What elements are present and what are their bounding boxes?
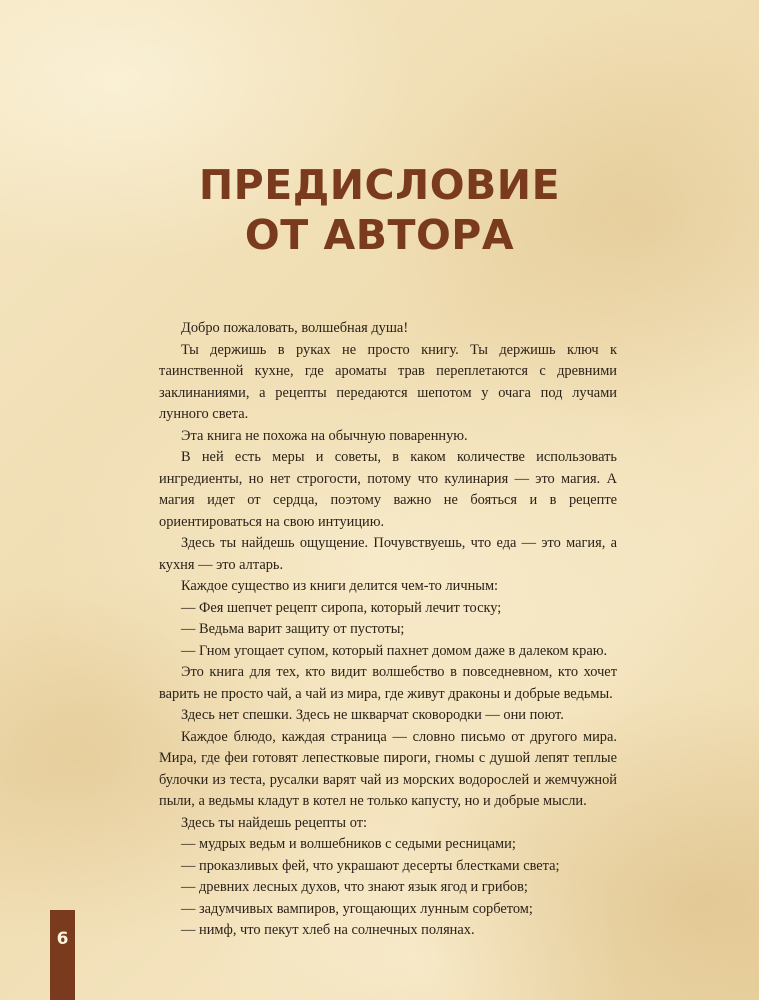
list-item: — проказливых фей, что украшают десерты блестками света; — [181, 857, 560, 874]
paragraph: Ты держишь в руках не просто книгу. Ты держишь ключ к таинственной кухне, где ароматы трав переплетаются с древними заклинаниями, а рецепты передаются шепотом у очага под лучами лунного света. — [159, 341, 617, 422]
paragraph: Здесь ты найдешь рецепты от: — [181, 814, 367, 831]
title-line-1: ПРЕДИСЛОВИЕ — [198, 161, 561, 209]
page-number: 6 — [56, 929, 69, 949]
paragraph: Это книга для тех, кто видит волшебство в повседневном, кто хочет варить не просто чай, а чай из мира, где живут драконы и добрые ведьмы. — [159, 664, 617, 702]
paragraph: Здесь нет спешки. Здесь не шкварчат сковородки — они поют. — [181, 707, 564, 723]
paragraph: Каждое блюдо, каждая страница — словно письмо от другого мира. Мира, где феи готовят лепестковые пироги, гномы с душой лепят теплые булочки из теста, русалки варят чай из морских водорослей и жемчужной пыли, а ведьмы кладут в котел не только капусту, но и добрые мысли. — [159, 728, 617, 809]
page-title — [0, 160, 759, 260]
list-item: — Фея шепчет рецепт сиропа, который лечит тоску; — [181, 599, 502, 616]
paragraph: Каждое существо из книги делится чем-то личным: — [181, 578, 499, 594]
list-item: — Ведьма варит защиту от пустоты; — [181, 621, 405, 637]
paragraph: В ней есть меры и советы, в каком количестве использовать ингредиенты, но нет строгости, потому что кулинария — это магия. А магия идет от сердца, поэтому важно не бояться и в рецепте ориентироваться на свою интуицию. — [159, 449, 617, 530]
paragraph: Здесь ты найдешь ощущение. Почувствуешь, что еда — это магия, а кухня — это алтарь. — [159, 535, 617, 573]
paragraph: Эта книга не похожа на обычную поваренную. — [181, 427, 468, 444]
list-item: — нимф, что пекут хлеб на солнечных полянах. — [181, 922, 475, 938]
title-line-2: ОТ АВТОРА — [244, 211, 515, 259]
list-item: — мудрых ведьм и волшебников с седыми ресницами; — [181, 836, 516, 852]
body-text — [159, 318, 617, 942]
page-number-tab — [50, 910, 75, 1000]
list-item: — задумчивых вампиров, угощающих лунным сорбетом; — [181, 900, 533, 917]
list-item: — Гном угощает супом, который пахнет домом даже в далеком краю. — [181, 642, 608, 659]
list-item: — древних лесных духов, что знают язык ягод и грибов; — [181, 879, 528, 895]
paragraph: Добро пожаловать, волшебная душа! — [181, 320, 409, 336]
